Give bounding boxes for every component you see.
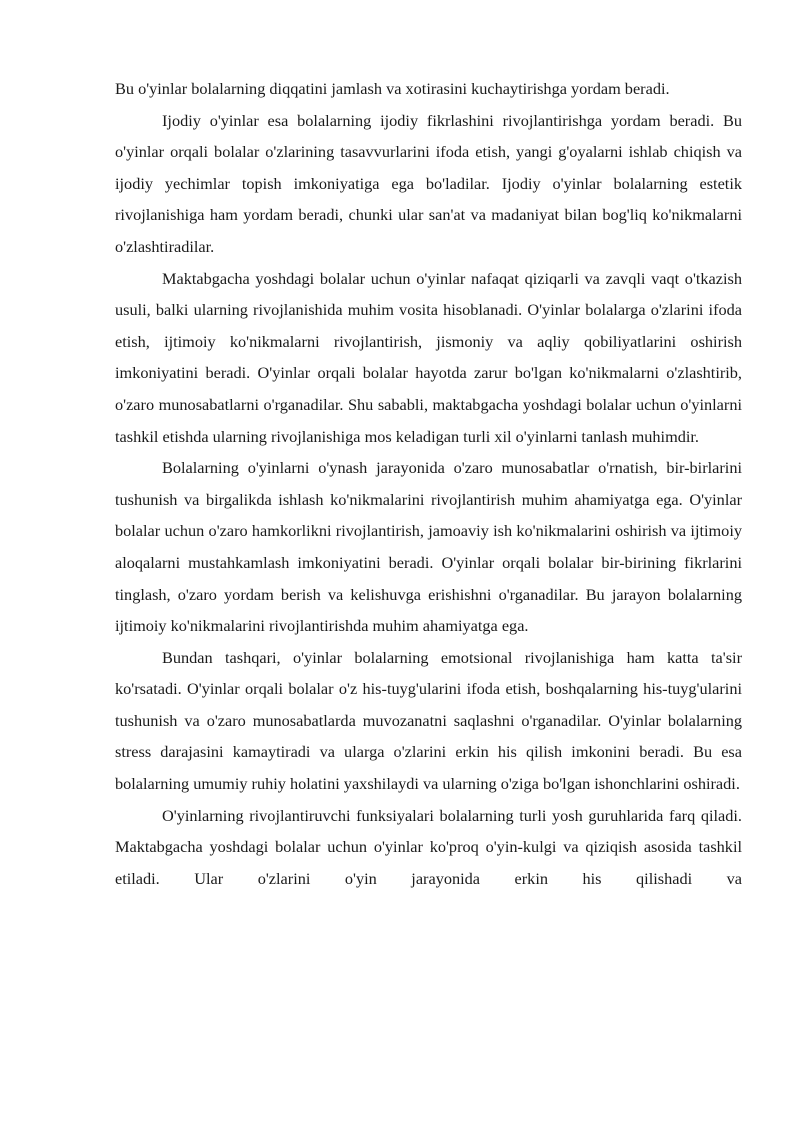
paragraph-4: Bolalarning o'yinlarni o'ynash jarayonida o'zaro munosabatlar o'rnatish, bir-birlarini tushunish va birgalikda ishlash ko'nikmalarini rivojlantirish muhim ahamiyatga ega. O'yinlar bolalar uchun o'zaro hamkorlikni rivojlantirish, jamoaviy ish ko'nikmalarini oshirish va ijtimoiy aloqalarni mustahkamlash imkoniyatini beradi. O'yinlar orqali bolalar bir-birining fikrlarini tinglash, o'zaro yordam berish va kelishuvga erishishni o'rganadilar. Bu jarayon bolalarning ijtimoiy ko'nikmalarini rivojlantirishda muhim ahamiyatga ega. xyxy=(115,458,742,636)
paragraph-5: Bundan tashqari, o'yinlar bolalarning emotsional rivojlanishiga ham katta ta'sir ko'rsatadi. O'yinlar orqali bolalar o'z his-tuyg'ularini ifoda etish, boshqalarning his-tuyg'ularini tushunish va o'zaro munosabatlarda muvozanatni saqlashni o'rganadilar. O'yinlar bolalarning stress darajasini kamaytiradi va ularga o'zlarini erkin his qilish imkonini beradi. Bu esa bolalarning umumiy ruhiy holatini yaxshilaydi va ularning o'ziga bo'lgan ishonchlarini oshiradi. xyxy=(115,647,742,794)
document-page xyxy=(115,73,742,894)
paragraph-2: Ijodiy o'yinlar esa bolalarning ijodiy fikrlashini rivojlantirishga yordam beradi. Bu o'yinlar orqali bolalar o'zlarining tasavvurlarini ifoda etish, yangi g'oyalarni ishlab chiqish va ijodiy yechimlar topish imkoniyatiga ega bo'ladilar. Ijodiy o'yinlar bolalarning estetik rivojlanishiga ham yordam beradi, chunki ular san'at va madaniyat bilan bog'liq ko'nikmalarni o'zlashtiradilar. xyxy=(115,110,742,256)
paragraph-1: Bu o'yinlar bolalarning diqqatini jamlash va xotirasini kuchaytirishga yordam beradi. xyxy=(115,79,670,98)
paragraph-3: Maktabgacha yoshdagi bolalar uchun o'yinlar nafaqat qiziqarli va zavqli vaqt o'tkazish usuli, balki ularning rivojlanishida muhim vosita hisoblanadi. O'yinlar bolalarga o'zlarini ifoda etish, ijtimoiy ko'nikmalarni rivojlantirish, jismoniy va aqliy qobiliyatlarini oshirish imkoniyatini beradi. O'yinlar orqali bolalar hayotda zarur bo'lgan ko'nikmalarni o'zlashtirib, o'zaro munosabatlarni o'rganadilar. Shu sababli, maktabgacha yoshdagi bolalar uchun o'yinlarni tashkil etishda ularning rivojlanishiga mos keladigan turli xil o'yinlarni tanlash muhimdir. xyxy=(115,268,742,446)
paragraph-6: O'yinlarning rivojlantiruvchi funksiyalari bolalarning turli yosh guruhlarida farq qiladi. Maktabgacha yoshdagi bolalar uchun o'yinlar ko'proq o'yin-kulgi va qiziqish asosida tashkil etiladi. Ular o'zlarini o'yin jarayonida erkin his qilishadi va xyxy=(115,805,742,888)
